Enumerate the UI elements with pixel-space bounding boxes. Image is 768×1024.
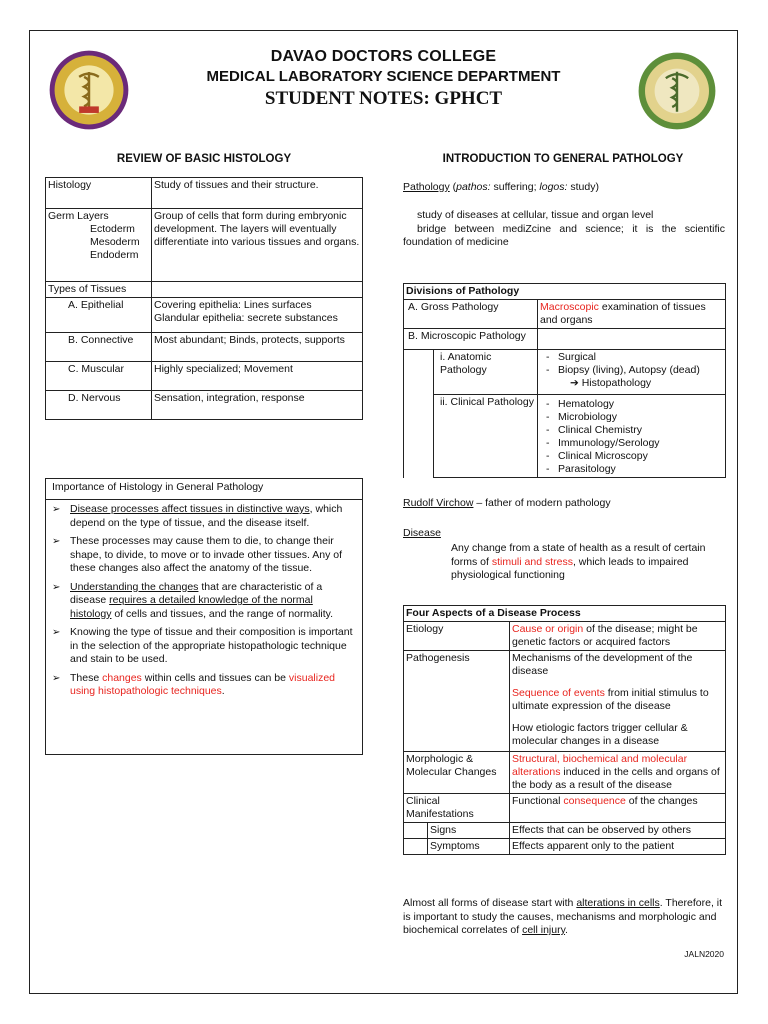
table-row bbox=[404, 606, 726, 622]
clinical-list bbox=[540, 398, 723, 476]
divisions-title: Divisions of Pathology bbox=[404, 284, 726, 300]
page bbox=[29, 30, 738, 994]
signs-def: Effects that can be observed by others bbox=[510, 823, 726, 839]
list-item: - Biopsy (living), Autopsy (dead) bbox=[540, 364, 723, 377]
importance-box bbox=[45, 478, 363, 755]
table-row bbox=[46, 362, 363, 391]
tissue-desc-2: Glandular epithelia: secrete substances bbox=[154, 312, 338, 324]
table-row bbox=[46, 178, 363, 209]
tissue-desc: Most abundant; Binds, protects, supports bbox=[152, 333, 363, 362]
importance-title: Importance of Histology in General Pathology bbox=[46, 479, 362, 500]
table-row bbox=[404, 395, 726, 478]
germ-layers-def: Group of cells that form during embryonic development. The layers will eventually differentiate into various tissues and organs. bbox=[152, 209, 363, 282]
tissue-desc: Covering epithelia: Lines surfaces bbox=[154, 299, 312, 311]
list-item: - Hematology bbox=[540, 398, 723, 411]
divisions-table bbox=[403, 283, 726, 478]
symptoms-label: Symptoms bbox=[428, 839, 510, 855]
morphologic-def: Structural, biochemical and molecular alterations induced in the cells and organs of the body as a result of the disease bbox=[510, 752, 726, 794]
closing-paragraph: Almost all forms of disease start with alterations in cells. Therefore, it is important to study the causes, mechanisms and morphologic and biochemical correlates of cell injury. bbox=[403, 897, 723, 936]
clinical-pathology-label: ii. Clinical Pathology bbox=[434, 395, 538, 478]
table-row bbox=[404, 622, 726, 651]
clinical-manifestations-label: Clinical Manifestations bbox=[404, 794, 510, 823]
table-row bbox=[404, 300, 726, 329]
pathology-line-1: study of diseases at cellular, tissue and organ level bbox=[417, 209, 654, 221]
histology-term: Histology bbox=[46, 178, 152, 209]
gross-pathology-def: Macroscopic examination of tissues and organs bbox=[538, 300, 726, 329]
virchow-note: Rudolf Virchow – father of modern pathology bbox=[403, 497, 611, 509]
pathogenesis-def-2: Sequence of events from initial stimulus to ultimate expression of the disease bbox=[512, 687, 709, 712]
list-item: - Clinical Microscopy bbox=[540, 450, 723, 463]
list-item: ➢ Knowing the type of tissue and their composition is important in the selection of the appropriate histopathologic technique and stain to be used. bbox=[48, 626, 354, 667]
microscopic-pathology-label: B. Microscopic Pathology bbox=[404, 329, 538, 350]
table-row bbox=[404, 752, 726, 794]
morphologic-label: Morphologic & Molecular Changes bbox=[404, 752, 510, 794]
tissue-name: B. Connective bbox=[46, 333, 152, 362]
table-row bbox=[46, 209, 363, 282]
tissue-desc: Sensation, integration, response bbox=[152, 391, 363, 420]
anatomic-list bbox=[540, 351, 723, 377]
germ-layer-endoderm: Endoderm bbox=[90, 249, 139, 261]
list-item: ➢ Understanding the changes that are characteristic of a disease requires a detailed knowledge of the normal histology of cells and tissues, and the range of normality. bbox=[48, 581, 354, 622]
importance-list bbox=[46, 500, 362, 699]
list-item: - Parasitology bbox=[540, 463, 723, 476]
pathogenesis-def-3: How etiologic factors trigger cellular & molecular changes in a disease bbox=[512, 722, 688, 747]
table-row bbox=[404, 794, 726, 823]
notes-title: STUDENT NOTES: GPHCT bbox=[264, 88, 503, 109]
types-of-tissues-term: Types of Tissues bbox=[46, 282, 152, 298]
list-item: - Clinical Chemistry bbox=[540, 424, 723, 437]
gross-pathology-label: A. Gross Pathology bbox=[404, 300, 538, 329]
tissue-name: C. Muscular bbox=[46, 362, 152, 391]
pathology-lines bbox=[403, 209, 725, 250]
pathology-definition: Pathology (pathos: suffering; logos: study) bbox=[403, 181, 599, 193]
tissue-name: D. Nervous bbox=[46, 391, 152, 420]
table-row bbox=[404, 284, 726, 300]
list-item: ➢ These processes may cause them to die, to change their shape, to divide, to move or to invade other tissues. Any of these changes also affect the anatomy of the tissue. bbox=[48, 535, 354, 576]
pathology-line-2: bridge between mediZcine and science; it is the scientific foundation of medicine bbox=[403, 222, 725, 248]
pathogenesis-def-1: Mechanisms of the development of the disease bbox=[512, 652, 693, 677]
college-name: DAVAO DOCTORS COLLEGE bbox=[270, 48, 497, 65]
table-row bbox=[46, 391, 363, 420]
list-item: - Immunology/Serology bbox=[540, 437, 723, 450]
table-row bbox=[46, 282, 363, 298]
etiology-def: Cause or origin of the disease; might be genetic factors or acquired factors bbox=[510, 622, 726, 651]
disease-def: Any change from a state of health as a result of certain forms of stimuli and stress, which leads to impaired physiological functioning bbox=[451, 542, 706, 581]
table-row bbox=[404, 350, 726, 395]
histopathology-arrow: ➔ Histopathology bbox=[570, 377, 652, 389]
symptoms-def: Effects apparent only to the patient bbox=[510, 839, 726, 855]
list-item: - Surgical bbox=[540, 351, 723, 364]
table-row bbox=[46, 298, 363, 333]
germ-layers-term: Germ Layers bbox=[48, 210, 109, 222]
germ-layer-ectoderm: Ectoderm bbox=[90, 223, 135, 235]
list-item: ➢ These changes within cells and tissues can be visualized using histopathologic techniques. bbox=[48, 672, 354, 699]
histology-table bbox=[45, 177, 363, 420]
table-row bbox=[404, 839, 726, 855]
department-name: MEDICAL LABORATORY SCIENCE DEPARTMENT bbox=[206, 68, 561, 85]
clinical-manifestations-def: Functional consequence of the changes bbox=[510, 794, 726, 823]
aspects-table bbox=[403, 605, 726, 855]
histology-section-title: REVIEW OF BASIC HISTOLOGY bbox=[116, 153, 292, 165]
germ-layer-mesoderm: Mesoderm bbox=[90, 236, 140, 248]
pathogenesis-label: Pathogenesis bbox=[404, 651, 510, 752]
tissue-name: A. Epithelial bbox=[46, 298, 152, 333]
list-item: - Microbiology bbox=[540, 411, 723, 424]
aspects-title: Four Aspects of a Disease Process bbox=[404, 606, 726, 622]
signs-label: Signs bbox=[428, 823, 510, 839]
anatomic-pathology-label: i. Anatomic Pathology bbox=[434, 350, 538, 395]
table-row bbox=[404, 329, 726, 350]
tissue-desc: Highly specialized; Movement bbox=[152, 362, 363, 391]
etiology-label: Etiology bbox=[404, 622, 510, 651]
signature: JALN2020 bbox=[684, 949, 724, 959]
disease-heading: Disease bbox=[403, 527, 441, 539]
table-row bbox=[46, 333, 363, 362]
pathology-section-title: INTRODUCTION TO GENERAL PATHOLOGY bbox=[442, 153, 684, 165]
table-row bbox=[404, 823, 726, 839]
list-item: ➢ Disease processes affect tissues in distinctive ways, which depend on the type of tissue, and the disease itself. bbox=[48, 503, 354, 530]
histology-def: Study of tissues and their structure. bbox=[152, 178, 363, 209]
table-row bbox=[404, 651, 726, 752]
